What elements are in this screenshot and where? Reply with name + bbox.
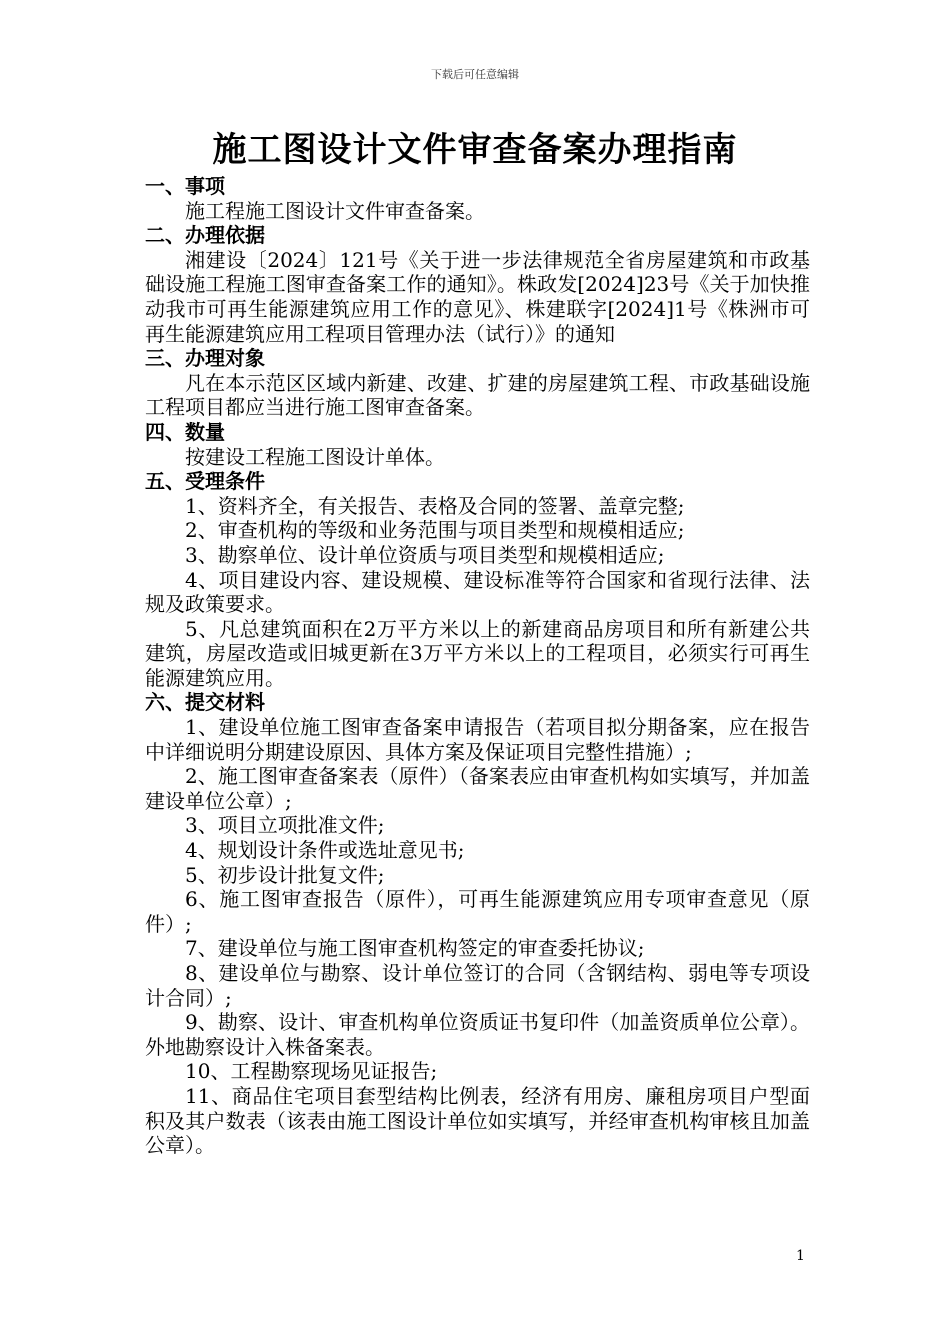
paragraph: 按建设工程施工图设计单体。 — [185, 444, 445, 469]
list-item: 10、工程勘察现场见证报告; — [185, 1059, 438, 1084]
section-matter — [145, 174, 810, 223]
list-item: 3、勘察单位、设计单位资质与项目类型和规模相适应; — [185, 542, 665, 567]
paragraph: 湘建设〔2024〕121号《关于进一步法律规范全省房屋建筑和市政基础设施工程施工图审查备案工作的通知》。株政发[2024]23号《关于加快推动我市可再生能源建筑应用工作的意见》、株建联字[2024]1号《株洲市可再生能源建筑应用工程项目管理办法（试行）》的通知 — [145, 247, 810, 346]
section-heading: 二、办理依据 — [145, 223, 265, 248]
section-heading: 六、提交材料 — [145, 690, 265, 715]
document-title: 施工图设计文件审查备案办理指南 — [212, 130, 738, 170]
document-body — [145, 174, 810, 1158]
section-target — [145, 346, 810, 420]
list-item: 2、施工图审查备案表（原件）（备案表应由审查机构如实填写，并加盖建设单位公章）; — [145, 764, 810, 813]
section-basis — [145, 223, 810, 346]
section-heading: 四、数量 — [145, 419, 225, 444]
list-item: 7、建设单位与施工图审查机构签定的审查委托协议; — [185, 936, 645, 961]
list-item: 3、项目立项批准文件; — [185, 813, 385, 838]
section-conditions — [145, 469, 810, 690]
list-item: 6、施工图审查报告（原件），可再生能源建筑应用专项审查意见（原件）; — [145, 887, 810, 936]
list-item: 5、凡总建筑面积在2万平方米以上的新建商品房项目和所有新建公共建筑，房屋改造或旧城更新在3万平方米以上的工程项目，必须实行可再生能源建筑应用。 — [145, 616, 810, 690]
section-quantity — [145, 420, 810, 469]
section-heading: 三、办理对象 — [145, 346, 265, 371]
section-heading: 一、事项 — [145, 174, 225, 198]
section-materials — [145, 690, 810, 1157]
page-number: 1 — [796, 1248, 805, 1264]
list-item: 9、勘察、设计、审查机构单位资质证书复印件（加盖资质单位公章）。外地勘察设计入株备案表。 — [145, 1010, 810, 1059]
list-item: 1、建设单位施工图审查备案申请报告（若项目拟分期备案，应在报告中详细说明分期建设原因、具体方案及保证项目完整性措施）; — [145, 715, 810, 764]
list-item: 2、审查机构的等级和业务范围与项目类型和规模相适应; — [185, 518, 685, 543]
list-item: 4、项目建设内容、建设规模、建设标准等符合国家和省现行法律、法规及政策要求。 — [145, 567, 810, 617]
list-item: 5、初步设计批复文件; — [185, 862, 385, 887]
list-item: 4、规划设计条件或选址意见书; — [185, 838, 465, 863]
page-header-note: 下载后可任意编辑 — [431, 68, 519, 81]
section-heading: 五、受理条件 — [145, 469, 265, 494]
list-item: 11、商品住宅项目套型结构比例表，经济有用房、廉租房项目户型面积及其户数表（该表由施工图设计单位如实填写，并经审查机构审核且加盖公章）。 — [145, 1083, 810, 1158]
paragraph: 施工程施工图设计文件审查备案。 — [185, 198, 485, 223]
list-item: 8、建设单位与勘察、设计单位签订的合同（含钢结构、弱电等专项设计合同）; — [145, 961, 810, 1010]
paragraph: 凡在本示范区区域内新建、改建、扩建的房屋建筑工程、市政基础设施工程项目都应当进行施工图审查备案。 — [145, 370, 810, 420]
list-item: 1、资料齐全，有关报告、表格及合同的签署、盖章完整; — [185, 493, 685, 518]
